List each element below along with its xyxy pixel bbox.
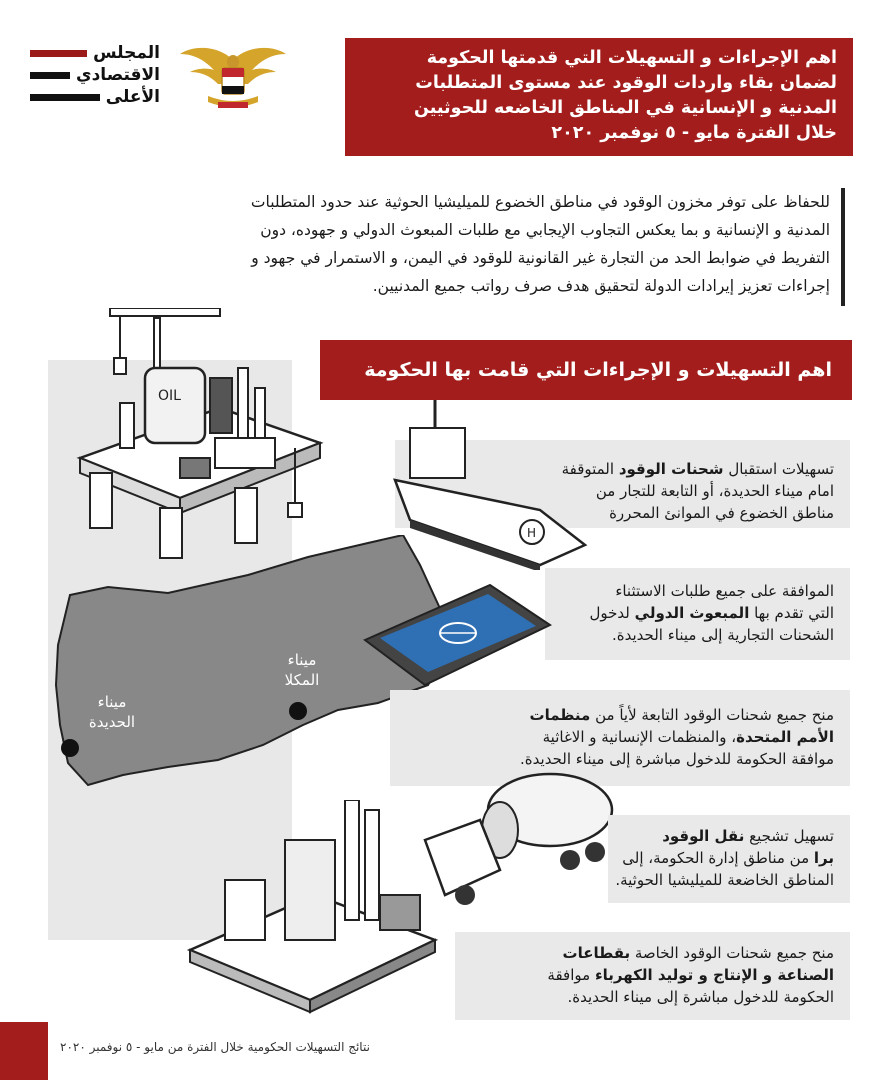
mukalla-marker — [289, 702, 307, 720]
tanker-ship-illustration — [390, 400, 590, 570]
title-line: خلال الفترة مايو - ٥ نوفمبر ٢٠٢٠ — [551, 123, 837, 143]
section-heading-text: اهم التسهيلات و الإجراءات التي قامت بها الحكومة — [364, 359, 832, 381]
svg-text:H: H — [527, 526, 537, 540]
council-logo — [30, 42, 160, 108]
facility-item-un-organizations: منح جميع شحنات الوقود التابعة لأياً من منظمات الأمم المتحدة، والمنظمات الإنسانية و الاغاثية موافقة الحكومة للدخول مباشرة إلى ميناء الحديدة. — [390, 690, 850, 786]
logo-line-1: المجلس — [93, 43, 160, 63]
title-line: المدنية و الإنسانية في المناطق الخاضعه للحوثيين — [414, 98, 837, 118]
logo-bar-black — [30, 94, 100, 101]
footer-accent-block — [0, 1022, 48, 1080]
intro-paragraph — [40, 188, 830, 300]
facility-item-land-transport: تسهيل تشجيع نقل الوقود برا من مناطق إدارة الحكومة، إلى المناطق الخاضعة للميليشيا الحوثية. — [608, 815, 850, 903]
fuel-truck-illustration — [420, 760, 620, 910]
intro-line: للحفاظ على توفر مخزون الوقود في مناطق الخضوع للميليشيا الحوثية عند حدود المتطلبات — [250, 193, 830, 211]
facility-item-envoy-exceptions: الموافقة على جميع طلبات الاستثناء التي تقدم بها المبعوث الدولي لدخول الشحنات التجارية إلى ميناء الحديدة. — [545, 568, 850, 660]
footer-caption: نتائج التسهيلات الحكومية خلال الفترة من مايو - ٥ نوفمبر ٢٠٢٠ — [60, 1040, 370, 1054]
hodeidah-marker — [61, 739, 79, 757]
un-tablet-illustration — [360, 580, 560, 700]
logo-bar-red — [30, 50, 87, 57]
factory-illustration — [185, 800, 440, 1015]
city-label-mukalla: ميناء المكلا — [284, 651, 320, 689]
page-title — [345, 38, 853, 156]
section-heading — [320, 340, 852, 400]
intro-line: إجراءات تعزيز إيرادات الدولة لتحقيق هدف صرف رواتب جميع المدنيين. — [372, 277, 830, 295]
oil-rig-illustration — [70, 308, 330, 568]
facility-item-industry-sectors: منح جميع شحنات الوقود الخاصة بقطاعات الصناعة و الإنتاج و توليد الكهرباء موافقة الحكومة للدخول مباشرة إلى ميناء الحديدة. — [455, 932, 850, 1020]
city-label-hodeidah: ميناء الحديدة — [88, 693, 136, 731]
logo-line-2: الاقتصادي — [76, 65, 160, 85]
intro-line: التفريط في ضوابط الحد من التجارة غير القانونية للوقود في اليمن، و الاستمرار في جهود و — [251, 249, 830, 267]
intro-accent-bar — [841, 188, 845, 306]
title-line: اهم الإجراءات و التسهيلات التي قدمتها الحكومة — [426, 48, 837, 68]
intro-line: المدنية و الإنسانية و بما يعكس التجاوب الإيجابي مع طلبات المبعوث الدولي و جهوده، دون — [260, 221, 830, 239]
yemen-emblem-icon — [178, 40, 288, 115]
logo-line-3: الأعلى — [105, 87, 160, 107]
oil-tank-label: OIL — [158, 388, 181, 404]
facility-item-fuel-shipments: تسهيلات استقبال شحنات الوقود المتوقفة امام ميناء الحديدة، أو التابعة للتجار من مناطق الخضوع في الموانئ المحررة — [395, 440, 850, 528]
logo-bar-black — [30, 72, 70, 79]
title-line: لضمان بقاء واردات الوقود عند مستوى المتطلبات — [415, 73, 837, 93]
